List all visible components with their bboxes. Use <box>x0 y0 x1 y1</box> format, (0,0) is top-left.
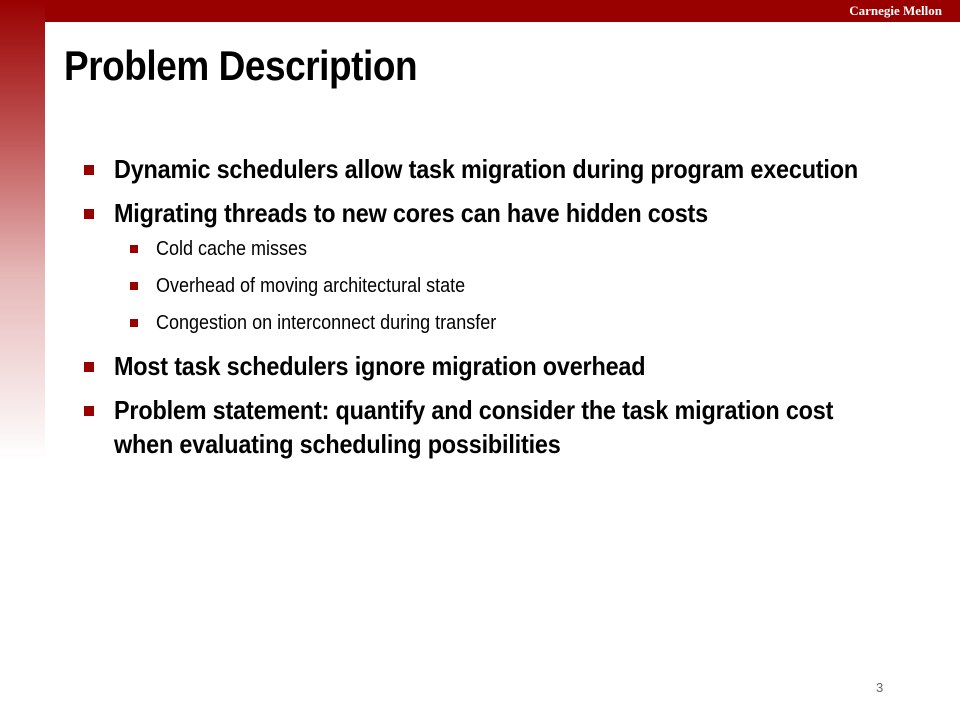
sub-bullet-list <box>84 236 884 337</box>
page-number: 3 <box>876 680 884 695</box>
bullet-square-icon <box>84 209 94 219</box>
sub-bullet-square-icon <box>130 319 138 327</box>
bullet-text: Migrating threads to new cores can have hidden costs <box>114 198 708 228</box>
brand-logo-text: Carnegie Mellon <box>849 3 942 18</box>
bullet-item-4 <box>84 393 884 461</box>
bullet-square-icon <box>84 362 94 372</box>
sub-bullet-text: Cold cache misses <box>156 238 308 260</box>
sub-bullet-square-icon <box>130 282 138 290</box>
sub-bullet-item-3 <box>130 310 884 337</box>
bullet-item-1 <box>84 152 884 186</box>
bullet-text: Problem statement: quantify and consider the task migration cost when evaluating scheduling possibilities <box>114 395 834 459</box>
sub-bullet-item-2 <box>130 273 884 300</box>
header-bar <box>0 0 960 22</box>
bullet-square-icon <box>84 165 94 175</box>
bullet-item-3 <box>84 349 884 383</box>
sub-bullet-square-icon <box>130 245 138 253</box>
bullet-list <box>84 152 884 471</box>
bullet-item-2 <box>84 196 884 230</box>
sub-bullet-item-1 <box>130 236 884 263</box>
sub-bullet-text: Congestion on interconnect during transfer <box>156 312 497 334</box>
sub-bullet-text: Overhead of moving architectural state <box>156 275 466 297</box>
bullet-text: Most task schedulers ignore migration overhead <box>114 351 646 381</box>
slide-title: Problem Description <box>64 42 418 89</box>
bullet-square-icon <box>84 406 94 416</box>
bullet-text: Dynamic schedulers allow task migration during program execution <box>114 154 858 184</box>
side-gradient-stripe <box>0 0 45 460</box>
